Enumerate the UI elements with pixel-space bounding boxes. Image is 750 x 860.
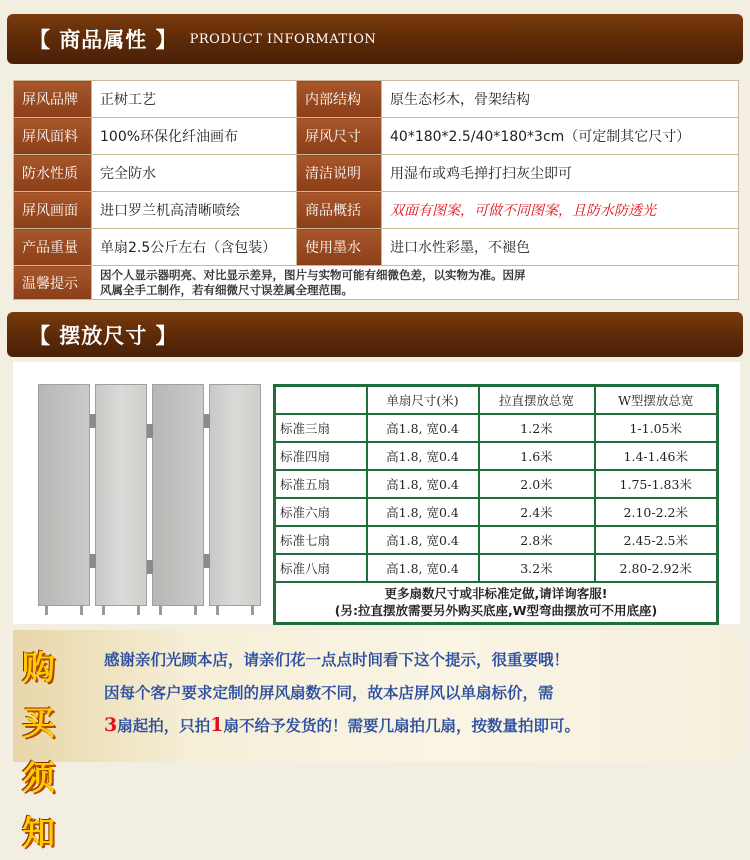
table-note-row bbox=[275, 582, 718, 624]
table-row bbox=[14, 229, 739, 266]
attribute-table bbox=[13, 80, 739, 300]
column-header: 单扇尺寸(米) bbox=[367, 386, 479, 414]
table-row bbox=[275, 442, 718, 470]
tip-line: 因个人显示器明亮、对比显示差异，图片与实物可能有细微色差，以实物为准。因屏 bbox=[100, 267, 526, 282]
column-header: 拉直摆放总宽 bbox=[479, 386, 595, 414]
attr-value: 单扇2.5公斤左右（含包装） bbox=[92, 229, 297, 266]
table-cell: 2.8米 bbox=[479, 526, 595, 554]
table-row bbox=[14, 81, 739, 118]
table-row bbox=[275, 414, 718, 442]
table-cell: 高1.8, 宽0.4 bbox=[367, 414, 479, 442]
table-row bbox=[275, 554, 718, 582]
table-row bbox=[14, 192, 739, 229]
table-cell: 2.80-2.92米 bbox=[595, 554, 718, 582]
attr-label: 防水性质 bbox=[14, 155, 92, 192]
table-cell: 标准八扇 bbox=[275, 554, 367, 582]
attr-label: 商品概括 bbox=[297, 192, 382, 229]
attr-label: 屏风尺寸 bbox=[297, 118, 382, 155]
attr-value-highlight: 双面有图案，可做不同图案，且防水防透光 bbox=[382, 192, 739, 229]
hinge-icon bbox=[147, 424, 153, 438]
screen-panel bbox=[209, 384, 261, 606]
table-cell: 1-1.05米 bbox=[595, 414, 718, 442]
section-subtitle: PRODUCT INFORMATION bbox=[189, 31, 377, 47]
attr-value: 完全防水 bbox=[92, 155, 297, 192]
product-info-header bbox=[7, 14, 743, 64]
size-note bbox=[275, 582, 718, 624]
table-cell: 1.75-1.83米 bbox=[595, 470, 718, 498]
attr-value: 40*180*2.5/40*180*3cm（可定制其它尺寸） bbox=[382, 118, 739, 155]
table-row bbox=[275, 498, 718, 526]
table-cell: 高1.8, 宽0.4 bbox=[367, 442, 479, 470]
table-cell: 标准六扇 bbox=[275, 498, 367, 526]
attr-label: 屏风品牌 bbox=[14, 81, 92, 118]
note-line: 更多扇数尺寸或非标准定做,请详询客服! bbox=[384, 586, 608, 602]
table-row bbox=[14, 266, 739, 300]
notice-line bbox=[104, 714, 729, 736]
placement-size-header bbox=[7, 312, 743, 357]
section-title: 【 摆放尺寸 】 bbox=[29, 323, 178, 348]
table-cell: 1.2米 bbox=[479, 414, 595, 442]
attr-value: 原生态杉木，骨架结构 bbox=[382, 81, 739, 118]
notice-label-line: 须知 bbox=[22, 758, 57, 852]
table-cell: 2.45-2.5米 bbox=[595, 526, 718, 554]
attr-label: 使用墨水 bbox=[297, 229, 382, 266]
table-cell: 3.2米 bbox=[479, 554, 595, 582]
size-table bbox=[273, 384, 719, 625]
section-title: 【 商品属性 】 bbox=[29, 28, 178, 52]
attr-label: 内部结构 bbox=[297, 81, 382, 118]
folding-screen-image bbox=[38, 384, 268, 616]
table-row bbox=[14, 118, 739, 155]
hinge-icon bbox=[204, 414, 210, 428]
attr-value: 进口水性彩墨，不褪色 bbox=[382, 229, 739, 266]
tip-line: 风属全手工制作，若有细微尺寸误差属全理范围。 bbox=[100, 282, 353, 297]
attr-value: 用湿布或鸡毛掸打扫灰尘即可 bbox=[382, 155, 739, 192]
table-cell: 高1.8, 宽0.4 bbox=[367, 554, 479, 582]
table-cell: 2.0米 bbox=[479, 470, 595, 498]
table-row bbox=[14, 155, 739, 192]
notice-label bbox=[22, 640, 90, 860]
notice-line: 因每个客户要求定制的屏风扇数不同，故本店屏风以单扇标价，需 bbox=[104, 683, 554, 702]
table-cell: 高1.8, 宽0.4 bbox=[367, 526, 479, 554]
table-row bbox=[275, 526, 718, 554]
attr-value: 正树工艺 bbox=[92, 81, 297, 118]
screen-panel bbox=[95, 384, 147, 606]
attr-label: 清洁说明 bbox=[297, 155, 382, 192]
table-cell: 1.4-1.46米 bbox=[595, 442, 718, 470]
table-row bbox=[275, 470, 718, 498]
tip-text bbox=[92, 266, 739, 300]
min-quantity: 3 bbox=[104, 714, 118, 736]
tip-label: 温馨提示 bbox=[14, 266, 92, 300]
screen-panel bbox=[38, 384, 90, 606]
notice-text-part: 扇起拍，只拍 bbox=[117, 716, 211, 735]
attr-label: 产品重量 bbox=[14, 229, 92, 266]
table-cell: 1.6米 bbox=[479, 442, 595, 470]
table-cell: 2.4米 bbox=[479, 498, 595, 526]
table-cell: 标准七扇 bbox=[275, 526, 367, 554]
notice-text-part: 扇不给予发货的！需要几扇拍几扇，按数量拍即可。 bbox=[223, 716, 580, 735]
attr-label: 屏风画面 bbox=[14, 192, 92, 229]
attr-value: 100%环保化纤油画布 bbox=[92, 118, 297, 155]
notice-line: 感谢亲们光顾本店，请亲们花一点点时间看下这个提示，很重要哦！ bbox=[104, 650, 570, 669]
attr-label: 屏风面料 bbox=[14, 118, 92, 155]
table-cell: 标准三扇 bbox=[275, 414, 367, 442]
attr-value: 进口罗兰机高清晰喷绘 bbox=[92, 192, 297, 229]
screen-panel bbox=[152, 384, 204, 606]
table-cell: 标准五扇 bbox=[275, 470, 367, 498]
table-cell: 高1.8, 宽0.4 bbox=[367, 498, 479, 526]
table-header-row bbox=[275, 386, 718, 414]
notice-label-line: 购买 bbox=[22, 648, 57, 742]
column-header: W型摆放总宽 bbox=[595, 386, 718, 414]
note-line: (另:拉直摆放需要另外购买底座,W型弯曲摆放可不用底座) bbox=[334, 603, 658, 619]
table-cell: 标准四扇 bbox=[275, 442, 367, 470]
table-cell: 高1.8, 宽0.4 bbox=[367, 470, 479, 498]
hinge-icon bbox=[147, 560, 153, 574]
single-quantity: 1 bbox=[210, 714, 224, 736]
hinge-icon bbox=[90, 554, 96, 568]
hinge-icon bbox=[204, 554, 210, 568]
column-header bbox=[275, 386, 367, 414]
table-cell: 2.10-2.2米 bbox=[595, 498, 718, 526]
hinge-icon bbox=[90, 414, 96, 428]
